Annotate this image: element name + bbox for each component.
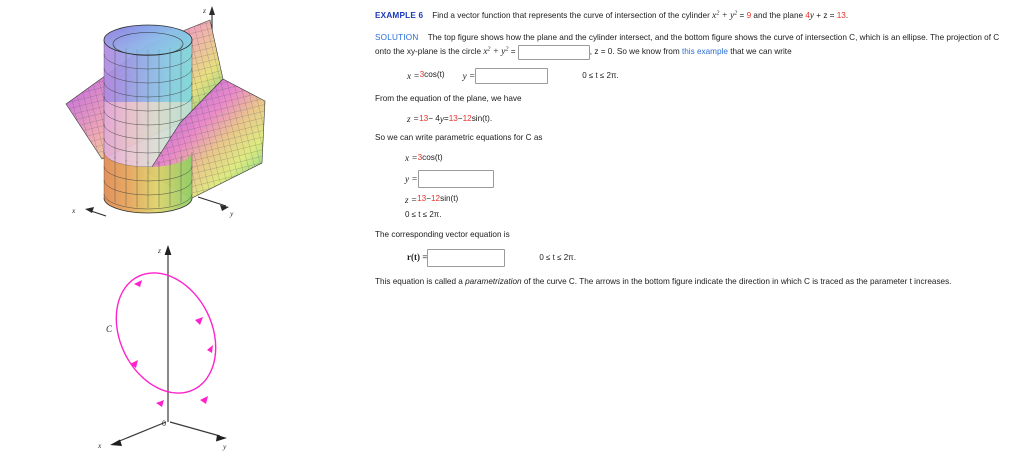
- cylinder-y-exp: 2: [734, 9, 738, 17]
- cylinder-plane-svg: [60, 2, 290, 234]
- eq1-x-coefficient: 3: [419, 70, 425, 80]
- axis-z-label-bottom: z: [158, 246, 161, 255]
- this-example-link[interactable]: this example: [681, 47, 728, 57]
- cylinder-equals: =: [737, 11, 747, 20]
- eq1-x-function: cos(t): [424, 70, 445, 80]
- closing-paragraph: [375, 276, 1015, 289]
- plane-variable-y: y: [809, 10, 814, 20]
- param-y-label: y =: [405, 173, 418, 184]
- axis-x-top: [71, 206, 106, 216]
- axis-x-label-bottom: x: [98, 441, 102, 450]
- axis-z-bottom: [157, 245, 171, 422]
- axis-x-label-top: x: [72, 206, 76, 215]
- param-z-label: z =: [405, 194, 418, 205]
- circle-equals: =: [508, 47, 518, 57]
- circle-plus-y: + y: [490, 46, 506, 57]
- param-z-minus: −: [426, 194, 431, 204]
- example-content: [375, 8, 1015, 296]
- param-x-coefficient: 3: [417, 153, 423, 163]
- param-z-term-13: 13: [417, 194, 427, 204]
- vector-lead-text: The corresponding vector equation is: [375, 230, 510, 240]
- solution-label: SOLUTION: [375, 32, 419, 42]
- closing-part1: This equation is called a: [375, 276, 466, 286]
- closing-emphasis: parametrization: [465, 276, 522, 286]
- circle-x-exp: 2: [487, 45, 491, 53]
- plane-lead-text: From the equation of the plane, we have: [375, 93, 522, 103]
- example-label: EXAMPLE 6: [375, 11, 424, 20]
- plane-plus-z: + z =: [813, 11, 837, 20]
- z-label: z =: [407, 114, 420, 125]
- z-minus-2: −: [457, 114, 463, 124]
- axis-x-bottom: [97, 422, 166, 450]
- first-equation-row: [375, 68, 1015, 84]
- param-y-row: [405, 170, 1015, 188]
- curve-direction-markers: [130, 280, 213, 407]
- solution-after-box: , z = 0. So we know from: [589, 47, 682, 57]
- parametric-lead-text: So we can write parametric equations for C as: [375, 132, 543, 142]
- curve-c: [97, 256, 235, 410]
- plane-rhs: 13: [836, 11, 846, 20]
- param-z-term-12: 12: [430, 194, 441, 204]
- vector-r-input[interactable]: [427, 249, 505, 267]
- z-sin-function: sin(t).: [471, 114, 493, 124]
- closing-part2: of the curve C. The arrows in the bottom figure indicate the direction in which C is traced as the parameter t increases.: [521, 276, 952, 286]
- cylinder-plus-y: + y: [719, 10, 735, 20]
- example-prompt-mid: and the plane: [751, 11, 806, 20]
- param-z-function: sin(t): [440, 194, 459, 204]
- vector-equation-row: [375, 249, 1015, 267]
- figure-cylinder-plane: [60, 2, 290, 234]
- curve-label-c: C: [106, 324, 113, 334]
- axis-y-top: [198, 197, 234, 218]
- figures-column: [0, 0, 360, 457]
- param-domain-row: [405, 209, 1015, 221]
- z-var-y: y: [439, 114, 444, 125]
- example-prompt-end: .: [845, 11, 849, 20]
- eq1-y-label: y =: [462, 70, 476, 81]
- example-prompt-pre: Find a vector function that represents the curve of intersection of the cylinder: [432, 11, 713, 20]
- axis-y-bottom: [170, 422, 227, 451]
- z-term-12: 12: [462, 114, 472, 124]
- z-equation-row: [375, 112, 1015, 126]
- circle-y-exp: 2: [505, 45, 509, 53]
- eq1-domain: 0 ≤ t ≤ 2π.: [582, 70, 619, 80]
- parametric-equations-block: [375, 151, 1015, 221]
- param-x-label: x =: [405, 153, 418, 164]
- axis-y-label-top: y: [230, 209, 234, 218]
- param-x-row: [405, 151, 1015, 165]
- param-domain: 0 ≤ t ≤ 2π.: [405, 209, 442, 219]
- figure-ellipse-c: [60, 240, 290, 456]
- solution-text-part2: that we can write: [727, 47, 792, 57]
- param-x-function: cos(t): [422, 153, 443, 163]
- z-term-13b: 13: [448, 114, 458, 124]
- axis-z-label-top: z: [203, 6, 206, 15]
- solution-text-part1: The top figure shows how the plane and the cylinder intersect, and the bottom figure shows the curve of intersection C, which is an ellipse. The projection of C onto the xy-plane is the circle: [375, 32, 1000, 57]
- vector-r-label: r(t) =: [407, 252, 428, 263]
- vector-domain: 0 ≤ t ≤ 2π.: [539, 252, 576, 262]
- circle-radius-input[interactable]: [518, 45, 590, 60]
- example-heading: [375, 8, 1015, 23]
- plane-coefficient: 4: [805, 11, 810, 20]
- eq1-y-input[interactable]: [475, 68, 548, 84]
- axis-y-label-bottom: y: [223, 442, 227, 451]
- ellipse-c-svg: [60, 240, 290, 456]
- z-term-13a: 13: [419, 114, 429, 124]
- z-minus-4: − 4: [428, 114, 440, 124]
- origin-label: 0: [162, 419, 166, 428]
- cylinder-x: x: [712, 10, 717, 20]
- cylinder-x-exp: 2: [716, 9, 720, 17]
- eq1-x-label: x =: [407, 70, 420, 81]
- cylinder-rhs: 9: [746, 11, 752, 20]
- param-z-row: [405, 193, 1015, 207]
- circle-x: x: [483, 46, 488, 57]
- param-y-input[interactable]: [418, 170, 494, 188]
- z-equals-2: =: [443, 114, 449, 124]
- solution-paragraph: [375, 32, 1015, 60]
